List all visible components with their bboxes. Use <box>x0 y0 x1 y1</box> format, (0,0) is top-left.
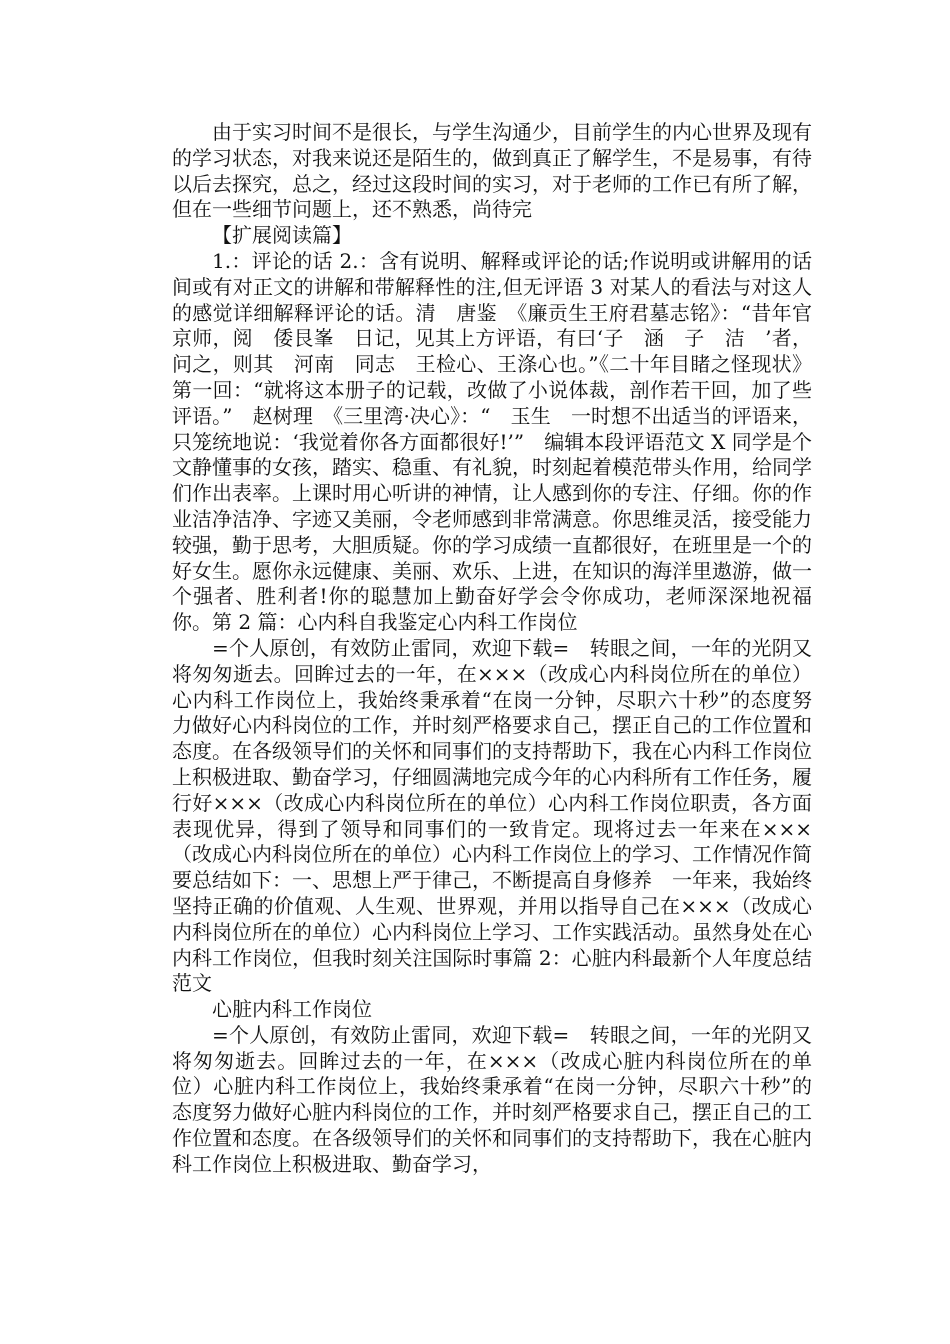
document-page <box>172 120 812 1178</box>
paragraph-cardiology-annual-summary: =个人原创，有效防止雷同，欢迎下载= 转眼之间，一年的光阴又将匆匆逝去。回眸过去的一年，在×××（改成心脏内科岗位所在的单位）心脏内科工作岗位上，我始终秉承着“在岗一分钟，尽职六十秒”的态度努力做好心脏内科岗位的工作，并时刻严格要求自己，摆正自己的工作位置和态度。在各级领导们的关怀和同事们的支持帮助下，我在心脏内科工作岗位上积极进取、勤奋学习， <box>172 1022 812 1176</box>
cardiology-post-heading: 心脏内科工作岗位 <box>212 997 372 1022</box>
paragraph-cardiology-self-assessment: =个人原创，有效防止雷同，欢迎下载= 转眼之间，一年的光阴又将匆匆逝去。回眸过去的一年，在×××（改成心内科岗位所在的单位）心内科工作岗位上，我始终秉承着“在岗一分钟，尽职六十秒”的态度努力做好心内科岗位的工作，并时刻严格要求自己，摆正自己的工作位置和态度。在各级领导们的关怀和同事们的支持帮助下，我在心内科工作岗位上积极进取、勤奋学习，仔细圆满地完成今年的心内科所有工作任务，履行好×××（改成心内科岗位所在的单位）心内科工作岗位职责，各方面表现优异，得到了领导和同事们的一致肯定。现将过去一年来在×××（改成心内科岗位所在的单位）心内科工作岗位上的学习、工作情况作简要总结如下：一、思想上严于律己，不断提高自身修养 一年来，我始终坚持正确的价值观、人生观、世界观，并用以指导自己在×××（改成心内科岗位所在的单位）心内科岗位上学习、工作实践活动。虽然身处在心内科工作岗位，但我时刻关注国际时事篇 2：心脏内科最新个人年度总结范文 <box>172 635 812 996</box>
paragraph-internship-summary: 由于实习时间不是很长，与学生沟通少，目前学生的内心世界及现有的学习状态，对我来说还是陌生的，做到真正了解学生，不是易事，有待以后去探究，总之，经过这段时间的实习，对于老师的工作已有所了解，但在一些细节问题上，还不熟悉，尚待完 <box>172 120 812 222</box>
extended-reading-heading: 【扩展阅读篇】 <box>212 223 352 248</box>
paragraph-comment-definition: 1.：评论的话 2.：含有说明、解释或评论的话;作说明或讲解用的话间或有对正文的讲解和带解释性的注,但无评语 3 对某人的看法与对这人的感觉详细解释评论的话。清 唐鉴 《廉贡生王府君墓志铭》：“昔年官京师，阅 倭艮峯 日记，见其上方评语，有曰‘子 涵 子 洁 ’者，问之，则其 河南 同志 王检心、王涤心也。”《二十年目睹之怪现状》第一回：“就将这本册子的记载，改做了小说体裁，剖作若干回，加了些评语。” 赵树理 《三里湾·决心》：“ 玉生 一时想不出适当的评语来，只笼统地说：‘我觉着你各方面都很好!’” 编辑本段评语范文 X 同学是个文静懂事的女孩，踏实、稳重、有礼貌，时刻起着模范带头作用，给同学们作出表率。上课时用心听讲的神情，让人感到你的专注、仔细。你的作业洁净洁净、字迹又美丽，令老师感到非常满意。你思维灵活，接受能力较强，勤于思考，大胆质疑。你的学习成绩一直都很好，在班里是一个的好女生。愿你永远健康、美丽、欢乐、上进，在知识的海洋里遨游，做一个强者、胜利者!你的聪慧加上勤奋好学会令你成功，老师深深地祝福你。第 2 篇：心内科自我鉴定心内科工作岗位 <box>172 248 812 635</box>
